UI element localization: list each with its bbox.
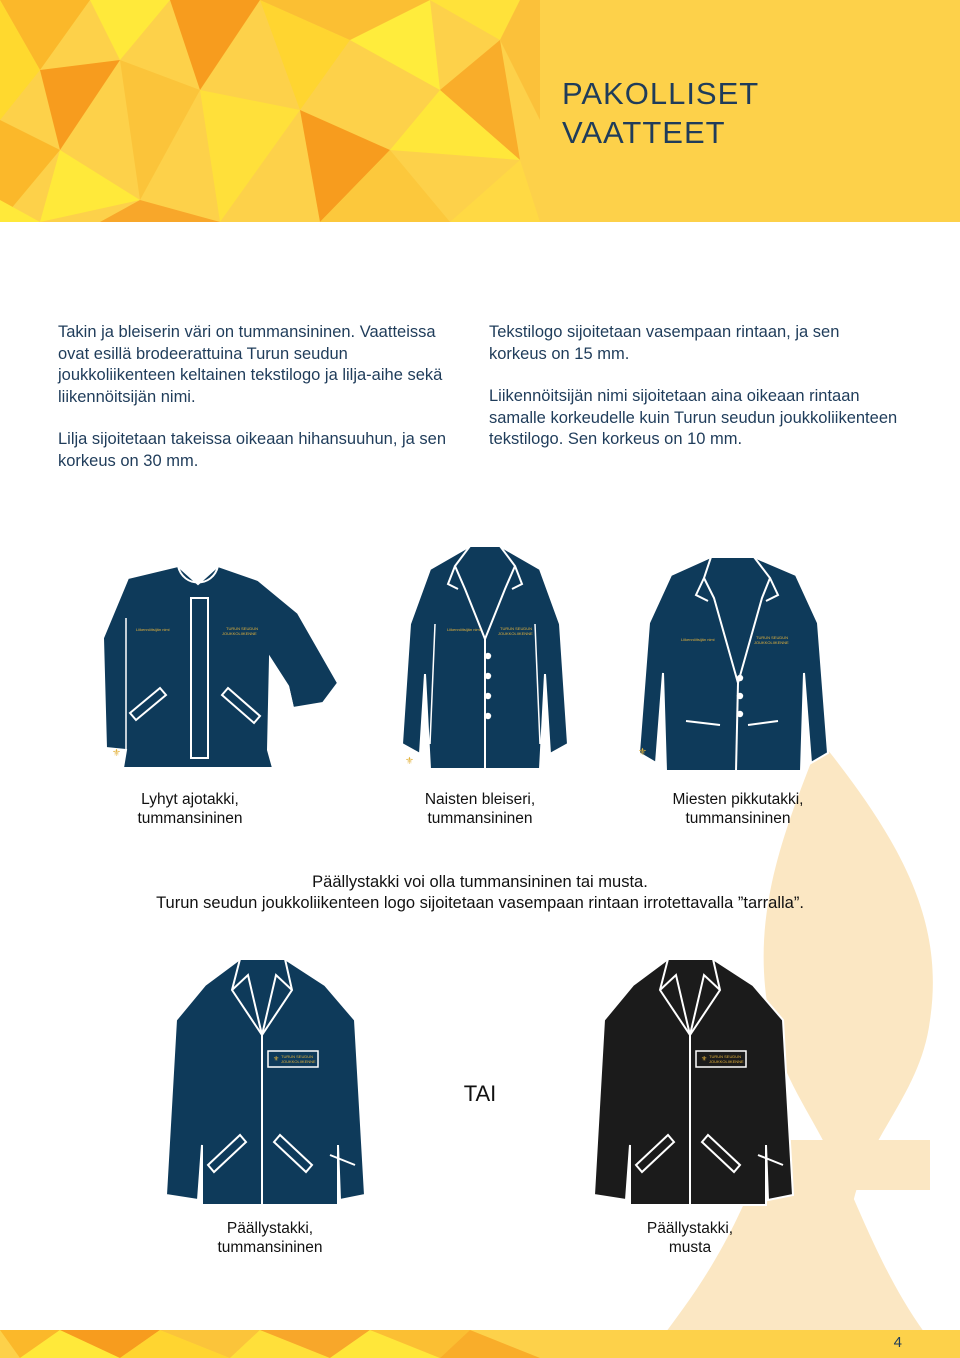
logo-label: TURUN SEUDUN xyxy=(226,626,258,631)
lily-icon: ⚜ xyxy=(701,1056,708,1063)
lily-icon: ⚜ xyxy=(638,747,647,758)
short-jacket-illustration xyxy=(98,558,348,778)
caption-overcoat-black: Päällystakki, musta xyxy=(646,1220,734,1256)
overcoat-navy-illustration xyxy=(160,955,370,1207)
caption-overcoat-navy: Päällystakki, tummansininen xyxy=(217,1220,323,1256)
logo-label: JOUKKOLIIKENNE xyxy=(754,640,789,645)
lily-icon: ⚜ xyxy=(112,748,121,759)
intro-right-column xyxy=(489,322,899,472)
intro-paragraph: Tekstilogo sijoitetaan vasempaan rintaan, ja sen korkeus on 15 mm. xyxy=(489,323,840,363)
operator-name-label: Liikennöitsijän nimi xyxy=(681,637,715,642)
intro-paragraph: Liikennöitsijän nimi sijoitetaan aina oikeaan rintaan samalle korkeudelle kuin Turun seudun joukkoliikenteen tekstilogo. Sen korkeus on 10 mm. xyxy=(489,387,898,448)
caption-womens-blazer: Naisten bleiseri, tummansininen xyxy=(424,791,536,827)
lily-icon: ⚜ xyxy=(273,1056,280,1063)
header-banner xyxy=(0,0,960,222)
page-title: PAKOLLISET VAATTEET xyxy=(562,76,760,150)
page-number: 4 xyxy=(893,1334,902,1351)
footer-banner xyxy=(0,1330,960,1358)
or-label: TAI xyxy=(463,1081,497,1106)
caption-short-jacket: Lyhyt ajotakki, tummansininen xyxy=(137,791,243,827)
operator-name-label: Liikennöitsijän nimi xyxy=(447,627,481,632)
operator-name-label: Liikennöitsijän nimi xyxy=(136,627,170,632)
logo-label: TURUN SEUDUN xyxy=(756,635,788,640)
caption-mens-jacket: Miesten pikkutakki, tummansininen xyxy=(672,791,804,827)
overcoat-note: Päällystakki voi olla tummansininen tai musta. Turun seudun joukkoliikenteen logo sijoitetaan vasempaan rintaan irrotettavalla ”tarralla”. xyxy=(156,873,804,912)
logo-label: JOUKKOLIIKENNE xyxy=(709,1059,744,1064)
logo-label: TURUN SEUDUN xyxy=(281,1054,313,1059)
triangle-pattern xyxy=(0,0,960,222)
logo-label: TURUN SEUDUN xyxy=(500,626,532,631)
intro-paragraph: Takin ja bleiserin väri on tummansininen. Vaatteissa ovat esillä brodeerattuina Turun seudun joukkoliikenteen keltainen tekstilogo ja lilja-aihe sekä liikennöitsijän nimi. xyxy=(58,323,443,406)
intro-left-column xyxy=(58,322,468,493)
womens-blazer-illustration xyxy=(400,544,570,772)
lily-icon: ⚜ xyxy=(405,756,414,767)
logo-label: JOUKKOLIIKENNE xyxy=(498,631,533,636)
intro-paragraph: Lilja sijoitetaan takeissa oikeaan hihansuuhun, ja sen korkeus on 30 mm. xyxy=(58,430,447,470)
logo-label: JOUKKOLIIKENNE xyxy=(222,631,257,636)
footer-triangle-pattern xyxy=(0,1330,960,1358)
logo-label: TURUN SEUDUN xyxy=(709,1054,741,1059)
overcoat-black-illustration xyxy=(588,955,798,1207)
mens-jacket-illustration xyxy=(636,553,831,775)
logo-label: JOUKKOLIIKENNE xyxy=(281,1059,316,1064)
